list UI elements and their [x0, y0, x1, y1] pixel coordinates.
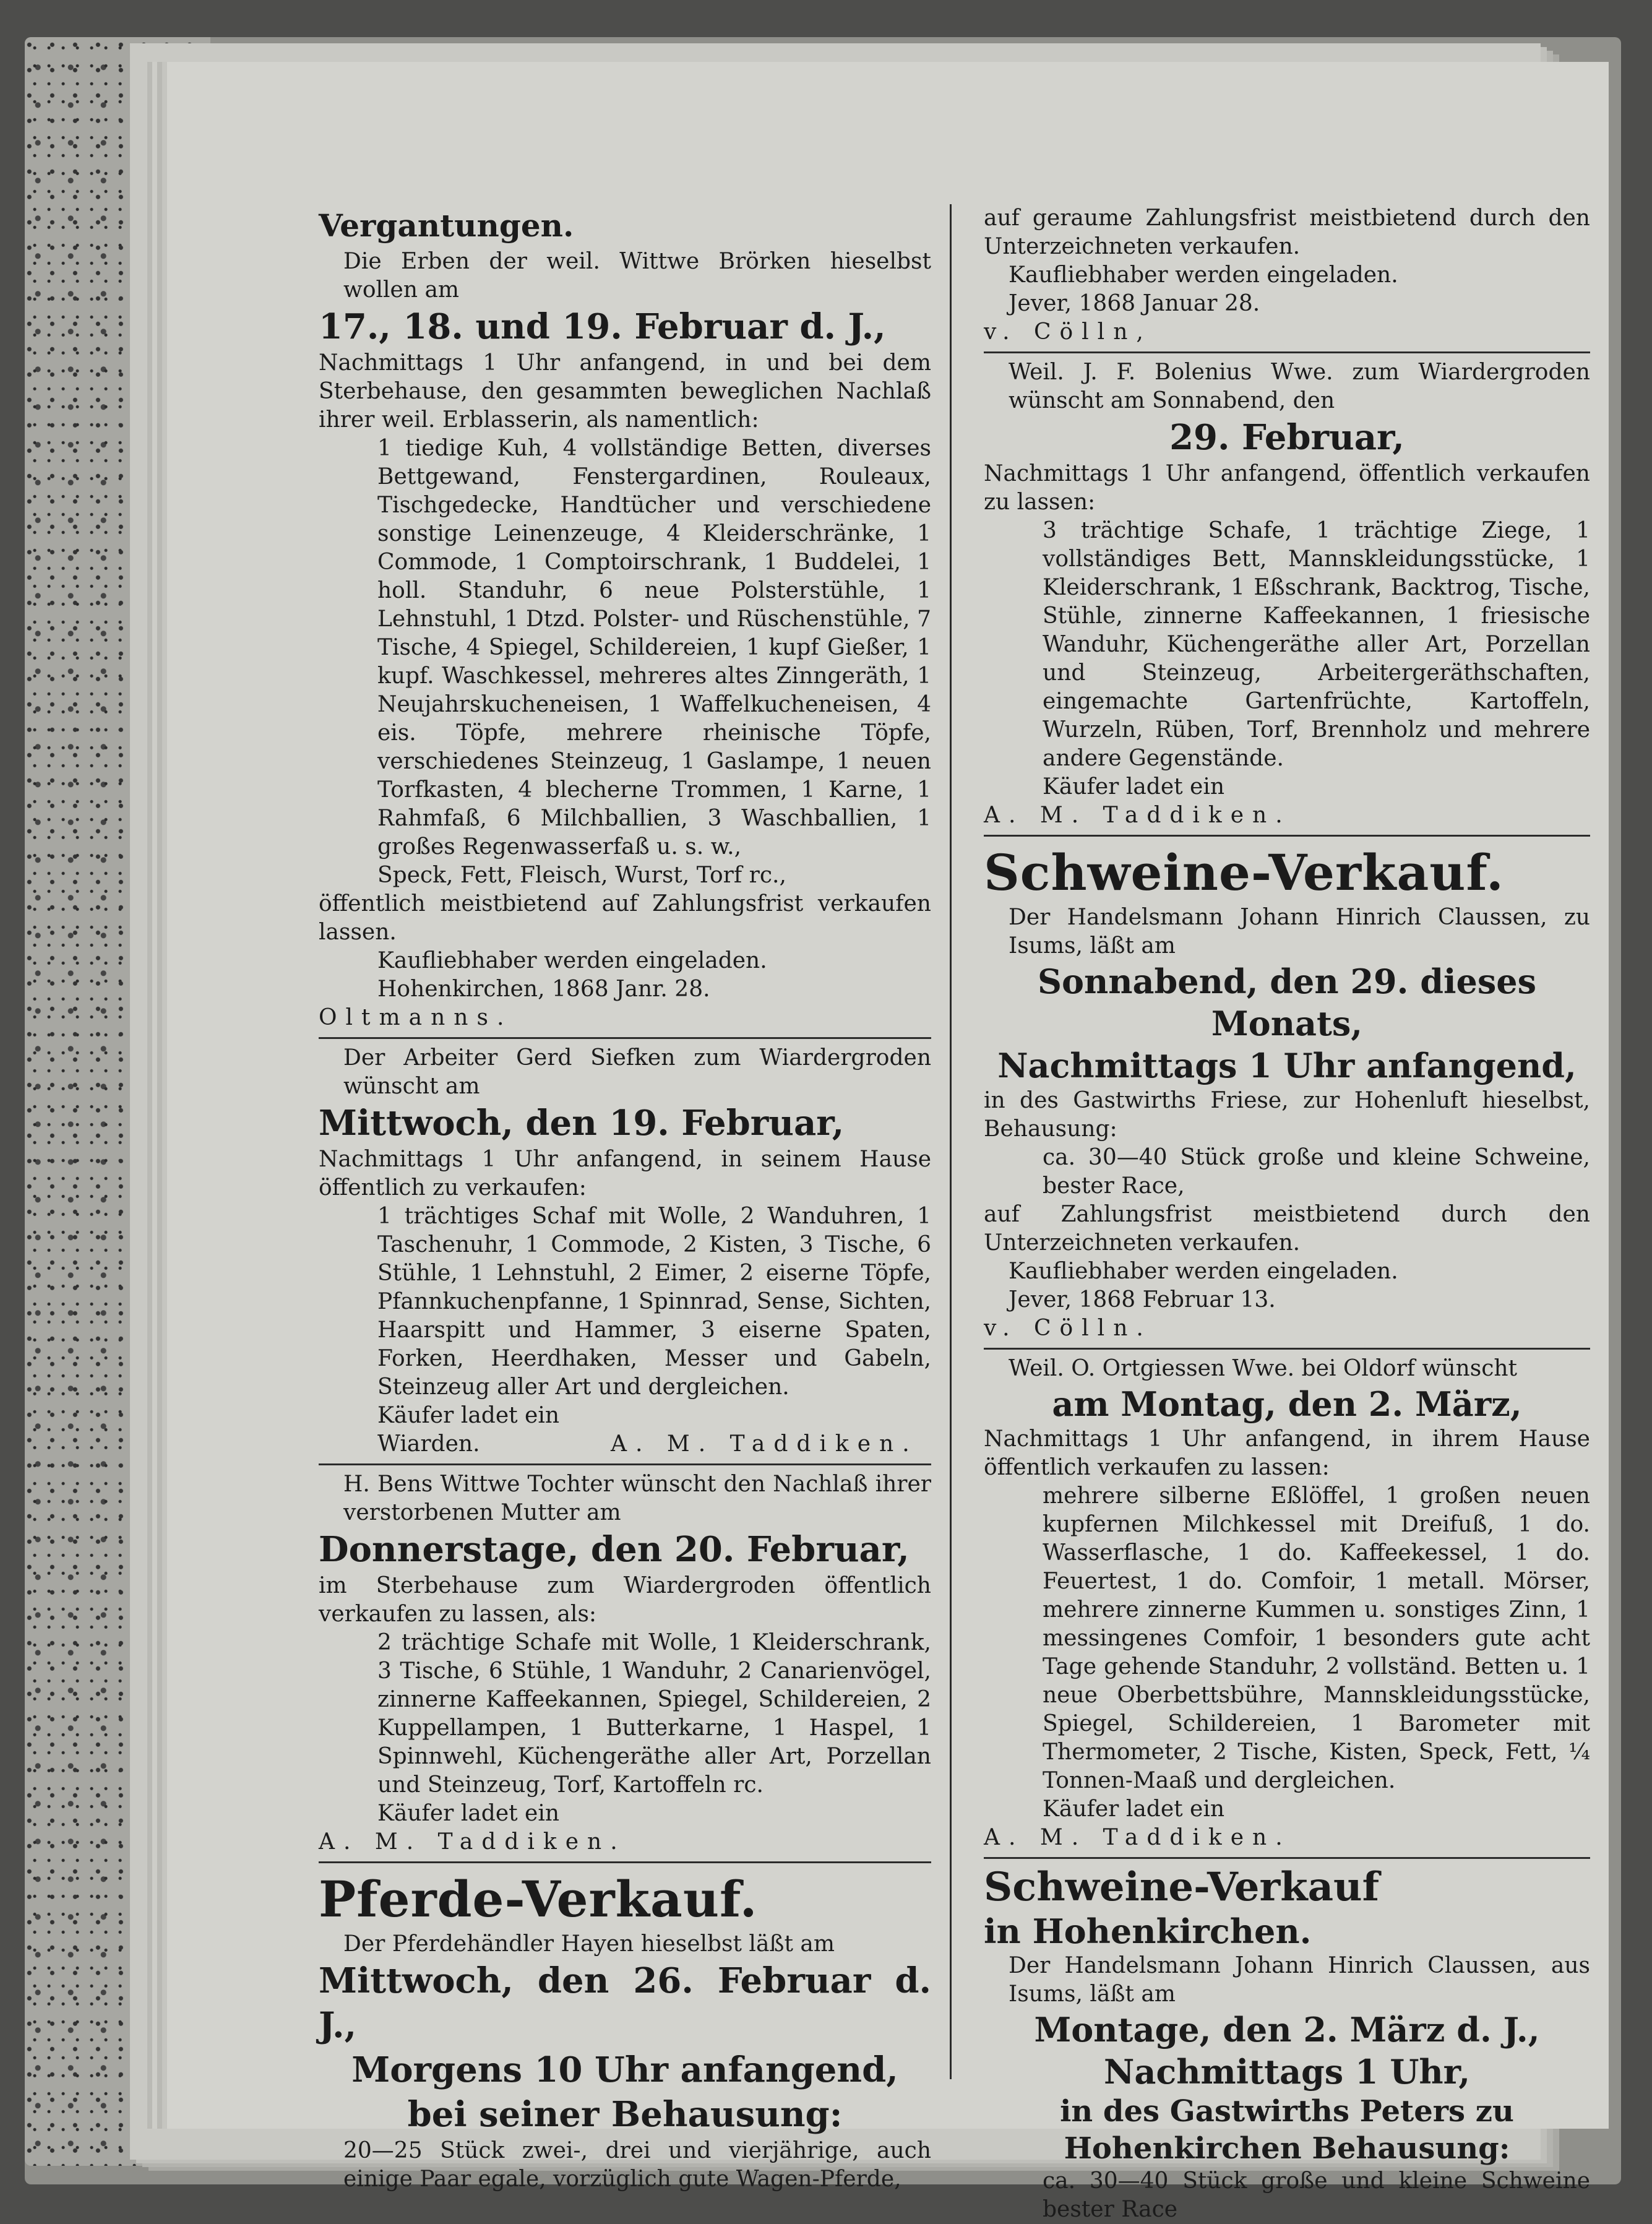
- notice-invite: Kaufliebhaber werden eingeladen.: [377, 948, 767, 973]
- notice-subheadline: in Hohenkirchen.: [984, 1912, 1312, 1951]
- notice-food: Speck, Fett, Fleisch, Wurst, Torf rc.,: [377, 863, 786, 888]
- notice-time: Nachmittags 1 Uhr anfangend,: [997, 1046, 1577, 1085]
- notice-place: Hohenkirchen, 1868 Janr. 28.: [377, 976, 710, 1002]
- notice-date: Sonnabend, den 29. dieses Monats,: [1038, 962, 1536, 1043]
- notice-headline: Schweine-Verkauf: [984, 1864, 1380, 1910]
- notice-place: Wiarden.: [377, 1431, 480, 1457]
- notice-schweine-2: [984, 1864, 1590, 2224]
- notice-continued: [984, 204, 1590, 347]
- notice-text: Nachmittags 1 Uhr anfangend, in ihrem Hause öffentlich verkaufen zu lassen:: [984, 1426, 1590, 1480]
- notice-intro: Der Handelsmann Johann Hinrich Claussen, zu Isums, läßt am: [1009, 905, 1590, 959]
- notice-date: Montage, den 2. März d. J.,: [1034, 2010, 1540, 2049]
- notice-invite: Kaufliebhaber werden eingeladen.: [1009, 1259, 1398, 1284]
- notice-items: 2 trächtige Schafe mit Wolle, 1 Kleiderschrank, 3 Tische, 6 Stühle, 1 Wanduhr, 2 Canarienvögel, zinnerne Kaffeekannen, Spiegel, Schildereien, 2 Kuppellampen, 1 Butterkarne, 1 Haspel, 1 Spinnwehl, Küchengeräthe aller Art, Porzellan und Steinzeug, Torf, Kartoffeln rc.: [377, 1630, 931, 1798]
- notice-signature: v. Cölln,: [984, 319, 1152, 345]
- notice-items: 1 trächtiges Schaf mit Wolle, 2 Wanduhren, 1 Taschenuhr, 1 Commode, 2 Kisten, 3 Tische, 6 Stühle, 1 Lehnstuhl, 2 Eimer, 2 eiserne Töpfe, Pfannkuchenpfanne, 1 Spinnrad, Sense, Sichten, Haarspitt und Hammer, 3 eiserne Spaten, Forken, Heerdhaken, Messer und Gabeln, Steinzeug aller Art und dergleichen.: [377, 1204, 931, 1400]
- notice-sale: auf Zahlungsfrist meistbietend durch den Unterzeichneten verkaufen.: [984, 1202, 1590, 1256]
- separator-rule: [319, 1037, 931, 1039]
- left-column: [319, 204, 931, 2194]
- notice-location: in des Gastwirths Friese, zur Hohenluft hieselbst, Behausung:: [984, 1088, 1590, 1142]
- notice-headline: Pferde-Verkauf.: [319, 1870, 758, 1928]
- notice-schweine-1: [984, 842, 1590, 1343]
- notice-items: mehrere silberne Eßlöffel, 1 großen neuen kupfernen Milchkessel mit Dreifuß, 1 do. Wasserflasche, 1 do. Kaffeekessel, 1 do. Feuertest, 1 do. Comfoir, 1 metall. Mörser, mehrere zinnerne Kummen u. sonstiges Zinn, 1 messingenes Comfoir, 1 besonders gute acht Tage gehende Standuhr, 2 vollständ. Betten u. 1 neue Oberbettsbühre, Mannskleidungsstücke, Spiegel, Schildereien, 1 Barometer mit Thermometer, 2 Tische, Kisten, Speck, Fett, ¼ Tonnen-Maaß und dergleichen.: [1043, 1483, 1590, 1793]
- notice-intro: Weil. J. F. Bolenius Wwe. zum Wiardergroden wünscht am Sonnabend, den: [1009, 360, 1590, 413]
- notice-items: ca. 30—40 Stück große und kleine Schweine, bester Race,: [1043, 1145, 1590, 1199]
- separator-rule: [984, 1857, 1590, 1859]
- notice-signature: A. M. Taddiken.: [984, 1825, 1291, 1850]
- notice-date: am Montag, den 2. März,: [1052, 1384, 1522, 1424]
- notice-date: Donnerstage, den 20. Februar,: [319, 1529, 910, 1570]
- notice-bolenius: [984, 358, 1590, 830]
- notice-ortgiessen: [984, 1355, 1590, 1852]
- notice-text: Nachmittags 1 Uhr anfangend, öffentlich verkaufen zu lassen:: [984, 461, 1590, 515]
- notice-buyer: Käufer ladet ein: [1043, 774, 1225, 800]
- notice-text: im Sterbehause zum Wiardergroden öffentlich verkaufen zu lassen, als:: [319, 1573, 931, 1627]
- column-divider: [950, 204, 952, 2079]
- notice-buyer: Käufer ladet ein: [377, 1801, 560, 1826]
- separator-rule: [984, 351, 1590, 353]
- notice-signature: v. Cölln.: [984, 1316, 1152, 1341]
- notice-time: Morgens 10 Uhr anfangend,: [351, 2049, 898, 2090]
- notice-intro: Der Handelsmann Johann Hinrich Claussen, aus Isums, läßt am: [1009, 1953, 1590, 2007]
- notice-text: auf geraume Zahlungsfrist meistbietend durch den Unterzeichneten verkaufen.: [984, 205, 1590, 259]
- separator-rule: [984, 835, 1590, 837]
- notice-date: 29. Februar,: [1169, 417, 1405, 458]
- notice-items: 1 tiedige Kuh, 4 vollständige Betten, diverses Bettgewand, Fenstergardinen, Rouleaux, Tischgedecke, Handtücher und verschiedene sonstige Leinenzeuge, 4 Kleiderschränke, 1 Commode, 1 Comptoirschrank, 1 Buddelei, 1 holl. Standuhr, 6 neue Polsterstühle, 1 Lehnstuhl, 1 Dtzd. Polster- und Rüschenstühle, 7 Tische, 4 Spiegel, Schildereien, 1 kupf Gießer, 1 kupf. Waschkessel, mehreres altes Zinngeräth, 1 Neujahrskucheneisen, 1 Waffelkucheneisen, 4 eis. Töpfe, mehrere rheinische Töpfe, verschiedenes Steinzeug, 1 Gaslampe, 1 neuen Torfkasten, 4 blecherne Trommen, 1 Karne, 1 Rahmfaß, 6 Milchballien, 3 Waschballien, 1 großes Regenwasserfaß u. s. w.,: [377, 436, 931, 860]
- notice-place: Jever, 1868 Januar 28.: [1009, 291, 1260, 316]
- notice-intro: Die Erben der weil. Wittwe Brörken hieselbst wollen am: [343, 249, 931, 303]
- notice-text: Nachmittags 1 Uhr anfangend, in und bei dem Sterbehause, den gesammten beweglichen Nachlaß ihrer weil. Erblasserin, als namentlich:: [319, 350, 931, 433]
- notice-headline: Schweine-Verkauf.: [984, 843, 1504, 902]
- notice-signature: A. M. Taddiken.: [319, 1829, 626, 1855]
- notice-broerken: [319, 204, 931, 1032]
- notice-intro: H. Bens Wittwe Tochter wünscht den Nachlaß ihrer verstorbenen Mutter am: [343, 1472, 931, 1525]
- notice-pferde: [319, 1868, 931, 2194]
- notice-text: Nachmittags 1 Uhr anfangend, in seinem Hause öffentlich zu verkaufen:: [319, 1147, 931, 1200]
- notice-time: Nachmittags 1 Uhr,: [1103, 2052, 1471, 2092]
- notice-signature: A. M. Taddiken.: [611, 1431, 918, 1457]
- notice-intro: Der Arbeiter Gerd Siefken zum Wiardergroden wünscht am: [343, 1045, 931, 1099]
- notice-items: ca. 30—40 Stück große und kleine Schweine bester Race: [1043, 2168, 1590, 2222]
- notice-signature: A. M. Taddiken.: [984, 803, 1291, 828]
- notice-bens: [319, 1470, 931, 1856]
- notice-location: in des Gastwirths Peters zu Hohenkirchen Behausung:: [1060, 2094, 1514, 2166]
- notice-invite: Kaufliebhaber werden eingeladen.: [1009, 262, 1398, 288]
- separator-rule: [319, 1861, 931, 1863]
- separator-rule: [319, 1463, 931, 1465]
- notice-date: Mittwoch, den 19. Februar,: [319, 1103, 845, 1144]
- notice-siefken: [319, 1044, 931, 1459]
- notice-buyer: Käufer ladet ein: [1043, 1796, 1225, 1822]
- notice-signature: Oltmanns.: [319, 1005, 513, 1030]
- section-heading: Vergantungen.: [319, 207, 574, 244]
- notice-place: Jever, 1868 Februar 13.: [1009, 1287, 1276, 1312]
- notice-items: 20—25 Stück zwei-, drei und vierjährige, auch einige Paar egale, vorzüglich gute Wagen-Pferde,: [343, 2138, 931, 2192]
- notice-date: 17., 18. und 19. Februar d. J.,: [319, 306, 886, 347]
- notice-items: 3 trächtige Schafe, 1 trächtige Ziege, 1 vollständiges Bett, Mannskleidungsstücke, 1 Kleiderschrank, 1 Eßschrank, Backtrog, Tische, Stühle, zinnerne Kaffeekannen, 1 friesische Wanduhr, Küchengeräthe aller Art, Porzellan und Steinzeug, Arbeitergeräthschaften, eingemachte Gartenfrüchte, Kartoffeln, Wurzeln, Rüben, Torf, Brennholz und mehrere andere Gegenstände.: [1043, 518, 1590, 771]
- separator-rule: [984, 1348, 1590, 1350]
- notice-sale: öffentlich meistbietend auf Zahlungsfrist verkaufen lassen.: [319, 891, 931, 945]
- notice-intro: Der Pferdehändler Hayen hieselbst läßt am: [343, 1931, 835, 1957]
- notice-location: bei seiner Behausung:: [407, 2094, 843, 2135]
- right-column: [984, 204, 1590, 2224]
- notice-buyer: Käufer ladet ein: [377, 1403, 560, 1428]
- notice-date: Mittwoch, den 26. Februar d. J.,: [319, 1960, 931, 2046]
- notice-place-signature: [319, 1430, 931, 1459]
- notice-intro: Weil. O. Ortgiessen Wwe. bei Oldorf wünscht: [1009, 1356, 1518, 1381]
